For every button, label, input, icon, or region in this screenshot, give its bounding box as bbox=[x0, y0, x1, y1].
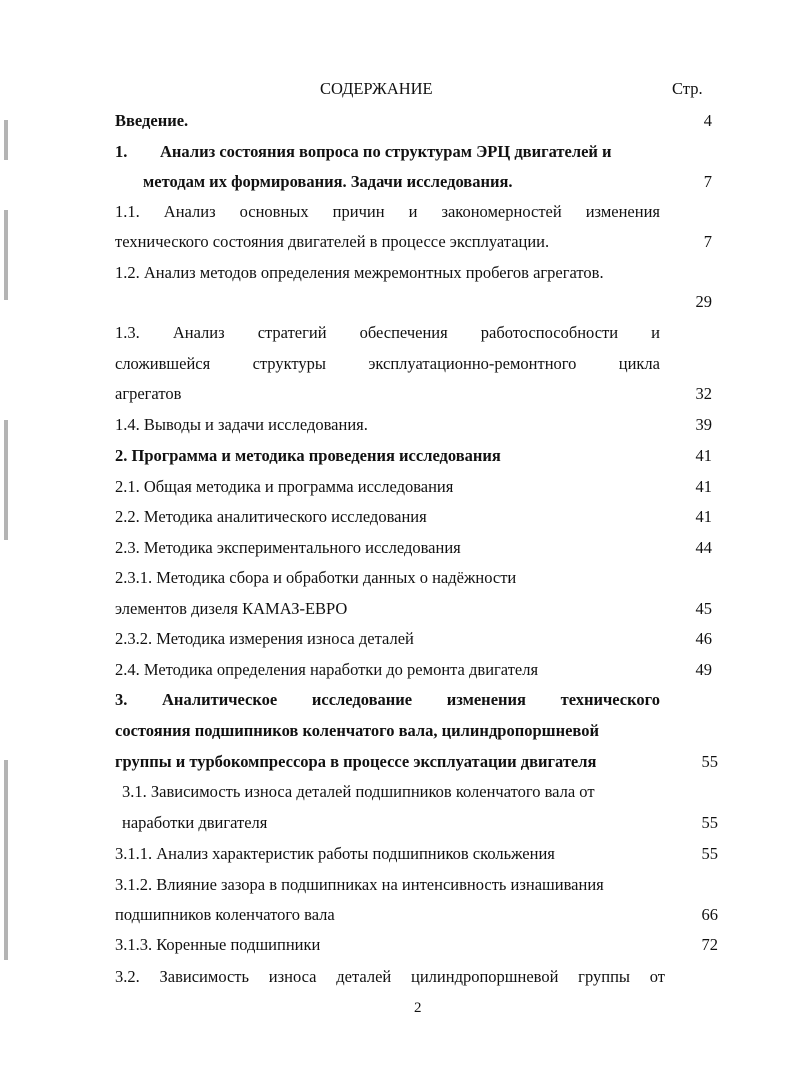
toc-entry-page: 32 bbox=[695, 384, 712, 403]
toc-entry-text: Анализ состояния вопроса по структурам ЭРЦ двигателей и bbox=[160, 142, 612, 161]
scan-artifact bbox=[4, 210, 8, 300]
toc-entry-page: 41 bbox=[695, 507, 712, 526]
toc-entry-text: 3.1.3. Коренные подшипники bbox=[115, 935, 321, 954]
page-column-header: Стр. bbox=[672, 79, 703, 98]
toc-entry-text: элементов дизеля КАМАЗ-ЕВРО bbox=[115, 599, 348, 618]
toc-entry-text: 2.3.2. Методика измерения износа деталей bbox=[115, 629, 414, 648]
toc-entry-text: состояния подшипников коленчатого вала, цилиндропоршневой bbox=[115, 721, 599, 740]
toc-entry-text: сложившейся структуры эксплуатационно-ремонтного цикла bbox=[115, 354, 660, 373]
toc-entry-text: наработки двигателя bbox=[122, 813, 268, 832]
toc-entry-text: методам их формирования. Задачи исследования. bbox=[143, 172, 513, 191]
toc-entry-page: 49 bbox=[695, 660, 712, 679]
toc-entry-page: 45 bbox=[695, 599, 712, 618]
toc-entry-text: 3.1. Зависимость износа деталей подшипников коленчатого вала от bbox=[122, 782, 595, 801]
toc-entry-page: 29 bbox=[695, 292, 712, 311]
toc-entry-number: 1. bbox=[115, 142, 128, 161]
toc-entry-text: 1.1. Анализ основных причин и закономерностей изменения bbox=[115, 202, 660, 221]
toc-entry-page: 41 bbox=[695, 477, 712, 496]
scan-artifact bbox=[4, 420, 8, 540]
toc-entry-page: 72 bbox=[701, 935, 718, 954]
toc-entry-text: 3.1.1. Анализ характеристик работы подшипников скольжения bbox=[115, 844, 555, 863]
toc-entry-page: 39 bbox=[695, 415, 712, 434]
toc-entry-text: 3.1.2. Влияние зазора в подшипниках на интенсивность изнашивания bbox=[115, 875, 604, 894]
toc-entry-text: 2.4. Методика определения наработки до ремонта двигателя bbox=[115, 660, 539, 679]
toc-entry-text: 2. Программа и методика проведения исследования bbox=[115, 446, 501, 465]
toc-entry-page: 44 bbox=[695, 538, 712, 557]
toc-entry-text: 3. Аналитическое исследование изменения технического bbox=[115, 690, 660, 709]
toc-entry-page: 4 bbox=[703, 111, 712, 130]
toc-entry-page: 41 bbox=[695, 446, 712, 465]
toc-entry-text: 1.3. Анализ стратегий обеспечения работоспособности и bbox=[115, 323, 660, 342]
toc-entry-text: группы и турбокомпрессора в процессе эксплуатации двигателя bbox=[115, 752, 597, 771]
scan-artifact bbox=[4, 760, 8, 960]
toc-entry-text: подшипников коленчатого вала bbox=[115, 905, 335, 924]
toc-title: СОДЕРЖАНИЕ bbox=[320, 79, 433, 98]
toc-entry-text: 2.3. Методика экспериментального исследования bbox=[115, 538, 461, 557]
toc-entry-text: технического состояния двигателей в процессе эксплуатации. bbox=[115, 232, 550, 251]
toc-entry-page: 66 bbox=[701, 905, 718, 924]
toc-entry-text: 3.2. Зависимость износа деталей цилиндропоршневой группы от bbox=[115, 967, 665, 986]
toc-entry-text: 2.1. Общая методика и программа исследования bbox=[115, 477, 454, 496]
toc-entry-page: 55 bbox=[701, 813, 718, 832]
toc-entry-text: 2.3.1. Методика сбора и обработки данных о надёжности bbox=[115, 568, 517, 587]
toc-entry-page: 7 bbox=[703, 232, 712, 251]
toc-entry-text: агрегатов bbox=[115, 384, 182, 403]
toc-entry-page: 7 bbox=[703, 172, 712, 191]
toc-entry-text: 1.2. Анализ методов определения межремонтных пробегов агрегатов. bbox=[115, 263, 604, 282]
toc-entry-page: 46 bbox=[695, 629, 712, 648]
toc-entry-text: Введение. bbox=[115, 111, 189, 130]
toc-entry-text: 1.4. Выводы и задачи исследования. bbox=[115, 415, 368, 434]
toc-entry-page: 55 bbox=[701, 752, 718, 771]
page-number: 2 bbox=[414, 1000, 422, 1016]
toc-entry-page: 55 bbox=[701, 844, 718, 863]
scan-artifact bbox=[4, 120, 8, 160]
toc-entry-text: 2.2. Методика аналитического исследования bbox=[115, 507, 427, 526]
